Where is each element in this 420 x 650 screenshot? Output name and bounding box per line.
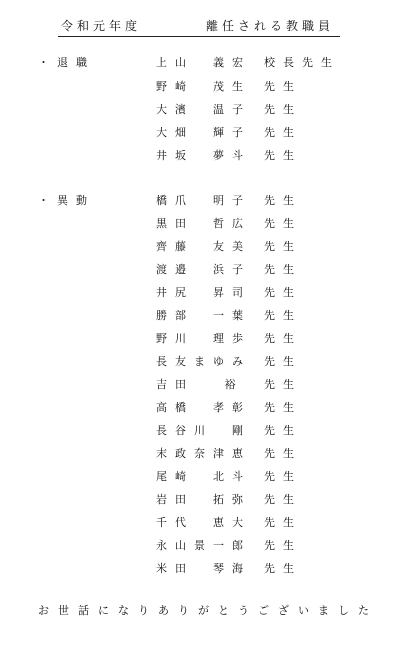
staff-role: 先生 [264, 470, 302, 483]
staff-name: 長谷川 剛 [156, 424, 251, 437]
staff-role: 先生 [264, 126, 302, 139]
staff-role: 校長先生 [264, 56, 340, 69]
staff-role: 先生 [264, 240, 302, 253]
staff-role: 先生 [264, 286, 302, 299]
staff-role: 先生 [264, 309, 302, 322]
staff-role: 先生 [264, 378, 302, 391]
staff-row [0, 493, 420, 509]
staff-role: 先生 [264, 194, 302, 207]
staff-name: 尾崎 北斗 [156, 470, 251, 483]
staff-row [0, 103, 420, 119]
staff-role: 先生 [264, 332, 302, 345]
staff-name: 渡邉 浜子 [156, 263, 251, 276]
staff-role: 先生 [264, 149, 302, 162]
staff-row [0, 263, 420, 279]
staff-role: 先生 [264, 80, 302, 93]
staff-role: 先生 [264, 516, 302, 529]
staff-row [0, 309, 420, 325]
staff-role: 先生 [264, 539, 302, 552]
staff-row [0, 80, 420, 96]
staff-role: 先生 [264, 217, 302, 230]
staff-name: 永山景一郎 [156, 539, 251, 552]
staff-name: 上山 義宏 [156, 56, 251, 69]
staff-role: 先生 [264, 447, 302, 460]
staff-row [0, 126, 420, 142]
staff-name: 大畑 輝子 [156, 126, 251, 139]
staff-name: 野崎 茂生 [156, 80, 251, 93]
staff-name: 高橋 孝彰 [156, 401, 251, 414]
staff-row [0, 286, 420, 302]
staff-name: 勝部 一葉 [156, 309, 251, 322]
staff-row [0, 240, 420, 256]
staff-name: 井坂 夢斗 [156, 149, 251, 162]
staff-row [0, 149, 420, 165]
staff-row [0, 562, 420, 578]
staff-role: 先生 [264, 401, 302, 414]
staff-row [0, 194, 420, 210]
staff-role: 先生 [264, 493, 302, 506]
staff-row [0, 217, 420, 233]
staff-name: 末政奈津恵 [156, 447, 251, 460]
staff-role: 先生 [264, 424, 302, 437]
staff-name: 橋爪 明子 [156, 194, 251, 207]
staff-name: 長友まゆみ [156, 355, 251, 368]
staff-name: 大濱 温子 [156, 103, 251, 116]
document-title [58, 16, 340, 37]
staff-row [0, 424, 420, 440]
staff-row [0, 355, 420, 371]
staff-role: 先生 [264, 103, 302, 116]
staff-row [0, 539, 420, 555]
staff-row [0, 401, 420, 417]
staff-name: 野川 理歩 [156, 332, 251, 345]
staff-name: 黒田 哲広 [156, 217, 251, 230]
staff-row [0, 56, 420, 72]
staff-row [0, 332, 420, 348]
staff-role: 先生 [264, 562, 302, 575]
section-label-retirement: ・退職 [38, 56, 95, 69]
staff-name: 井尻 昇司 [156, 286, 251, 299]
staff-name: 吉田 裕 [156, 378, 244, 391]
closing-message: お世話になりありがとうございました [38, 604, 378, 617]
staff-row [0, 447, 420, 463]
title-heading: 離任される教職員 [206, 19, 335, 33]
title-year: 令和元年度 [61, 19, 142, 33]
staff-name: 齊藤 友美 [156, 240, 251, 253]
staff-row [0, 378, 420, 394]
staff-row [0, 470, 420, 486]
staff-role: 先生 [264, 263, 302, 276]
staff-role: 先生 [264, 355, 302, 368]
section-label-transfer: ・異動 [38, 194, 95, 207]
staff-name: 千代 恵大 [156, 516, 251, 529]
staff-row [0, 516, 420, 532]
staff-name: 岩田 拓弥 [156, 493, 251, 506]
staff-name: 米田 琴海 [156, 562, 251, 575]
